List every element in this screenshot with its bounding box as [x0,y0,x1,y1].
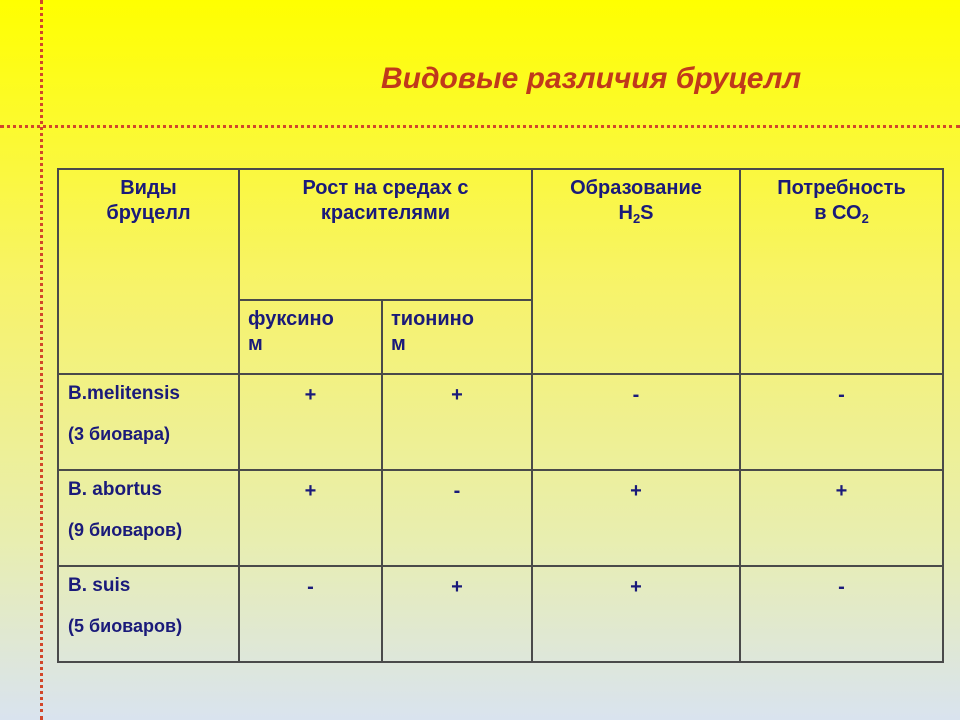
h2s-value: + [532,470,740,566]
species-name: B.melitensis [68,383,180,404]
header-species [58,169,239,374]
species-cell [58,470,239,566]
thionin-value: + [382,566,532,662]
header-co2 [740,169,943,374]
header-fuchsin [239,300,382,374]
header-growth [239,169,532,300]
header-h2s-prefix: H [618,202,633,224]
header-thionin-line2: м [391,333,406,355]
table-row [58,470,943,566]
header-co2-line1: Потребность [777,177,906,199]
h2s-value: + [532,566,740,662]
fuchsin-value: + [239,470,382,566]
header-h2s-sub: 2 [632,211,641,226]
species-name: B. abortus [68,479,162,500]
header-co2-prefix: в СО [814,202,862,224]
species-cell [58,566,239,662]
header-row [58,169,943,300]
dotted-vertical-line [40,0,43,720]
thionin-value: + [382,374,532,470]
thionin-value: - [382,470,532,566]
co2-value: + [740,470,943,566]
header-fuchsin-line1: фуксино [248,308,334,330]
co2-value: - [740,374,943,470]
slide-title: Видовые различия бруцелл [381,62,802,95]
table-row [58,374,943,470]
header-thionin [382,300,532,374]
table-row [58,566,943,662]
header-fuchsin-line2: м [248,333,263,355]
fuchsin-value: + [239,374,382,470]
header-species-line2: бруцелл [106,202,191,224]
species-biovars: (5 биоваров) [68,616,183,636]
header-thionin-line1: тионино [391,308,474,330]
species-cell [58,374,239,470]
fuchsin-value: - [239,566,382,662]
species-biovars: (3 биовара) [68,424,171,444]
species-biovars: (9 биоваров) [68,520,183,540]
header-growth-line1: Рост на средах с [302,177,469,199]
h2s-value: - [532,374,740,470]
header-species-line1: Виды [120,177,177,199]
co2-value: - [740,566,943,662]
brucella-table [57,168,944,663]
header-growth-line2: красителями [320,202,451,224]
header-h2s-suffix: S [640,202,654,224]
header-h2s-line1: Образование [570,177,702,199]
header-h2s [532,169,740,374]
header-co2-sub: 2 [861,211,869,226]
dotted-horizontal-line [0,125,960,128]
species-name: B. suis [68,575,131,596]
